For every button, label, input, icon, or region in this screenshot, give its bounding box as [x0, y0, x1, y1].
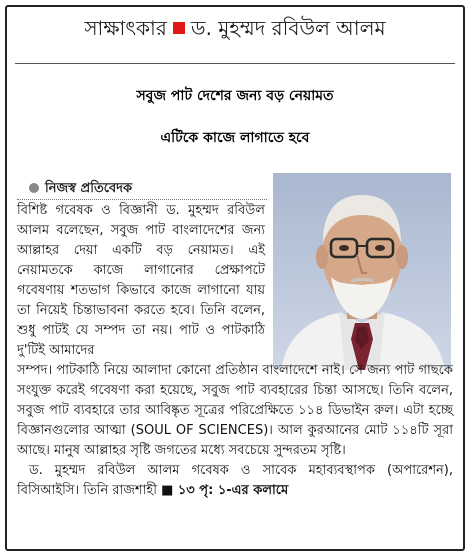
news-clipping [5, 5, 465, 551]
jump-reference: ■ ১৩ পৃ: ১-এর কলামে [161, 483, 289, 498]
byline-divider [17, 199, 267, 200]
kicker-name: ড. মুহম্মদ রবিউল আলম [190, 16, 386, 40]
bullet-dot-icon [29, 183, 39, 193]
kicker-line [7, 11, 463, 45]
portrait-photo [273, 173, 451, 370]
body-column-narrow [17, 201, 265, 361]
kicker-divider [15, 63, 455, 64]
body-paragraph-1: বিশিষ্ট গবেষক ও বিজ্ঞানী ড. মুহম্মদ রবিউল আলম বলেছেন, সবুজ পাট বাংলাদেশের জন্য আল্লাহর দেয়া একটি বড় নেয়ামত। এই নেয়ামতকে কাজে লাগানোর প্রেক্ষাপটে গবেষণায় শতভাগ কিভাবে কাজে লাগানো যায় তা নিয়েই চিন্তাভাবনা করতে হবে। তিনি বলেন, শুধু পাটই যে সম্পদ তা নয়। পাট ও পাটকাঠি দু'টিই আমাদের [17, 203, 265, 358]
kicker-section: সাক্ষাৎকার [84, 16, 167, 40]
red-square-icon [173, 22, 185, 34]
body-column-wide [17, 361, 453, 501]
byline [29, 179, 132, 200]
author-note-text: ড. মুহম্মদ রবিউল আলম গবেষক ও সাবেক মহাব্যবস্থাপক (অপারেশন), বিসিআইসি। তিনি রাজশাহী [17, 463, 453, 498]
author-note [17, 461, 453, 501]
byline-text: নিজস্ব প্রতিবেদক [45, 181, 133, 196]
headline-line-1: সবুজ পাট দেশের জন্য বড় নেয়ামত [136, 88, 334, 104]
body-paragraph-2: সম্পদ। পাটকাঠি নিয়ে আলাদা কোনো প্রতিষ্ঠান বাংলাদেশে নাই। সে জন্য পাট গাছকে সংযুক্ত করেই গবেষণা করা হয়েছে, সবুজ পাট ব্যবহারের চিন্তা আসছে। তিনি বলেন, সবুজ পাট ব্যবহারে তার আবিষ্কৃত সূত্রের পরিপ্রেক্ষিতে ১১৪ ডিভাইন রুল। এটা হচ্ছে বিজ্ঞানগুলোর আত্মা (SOUL OF SCIENCES)। আল কুরআনের মোট ১১৪টি সূরা আছে। মানুষ আল্লাহর সৃষ্টি জগতের মধ্যে সবচেয়ে সুন্দরতম সৃষ্টি। [17, 363, 453, 458]
headline-line-2: এটিকে কাজে লাগাতে হবে [160, 130, 310, 146]
